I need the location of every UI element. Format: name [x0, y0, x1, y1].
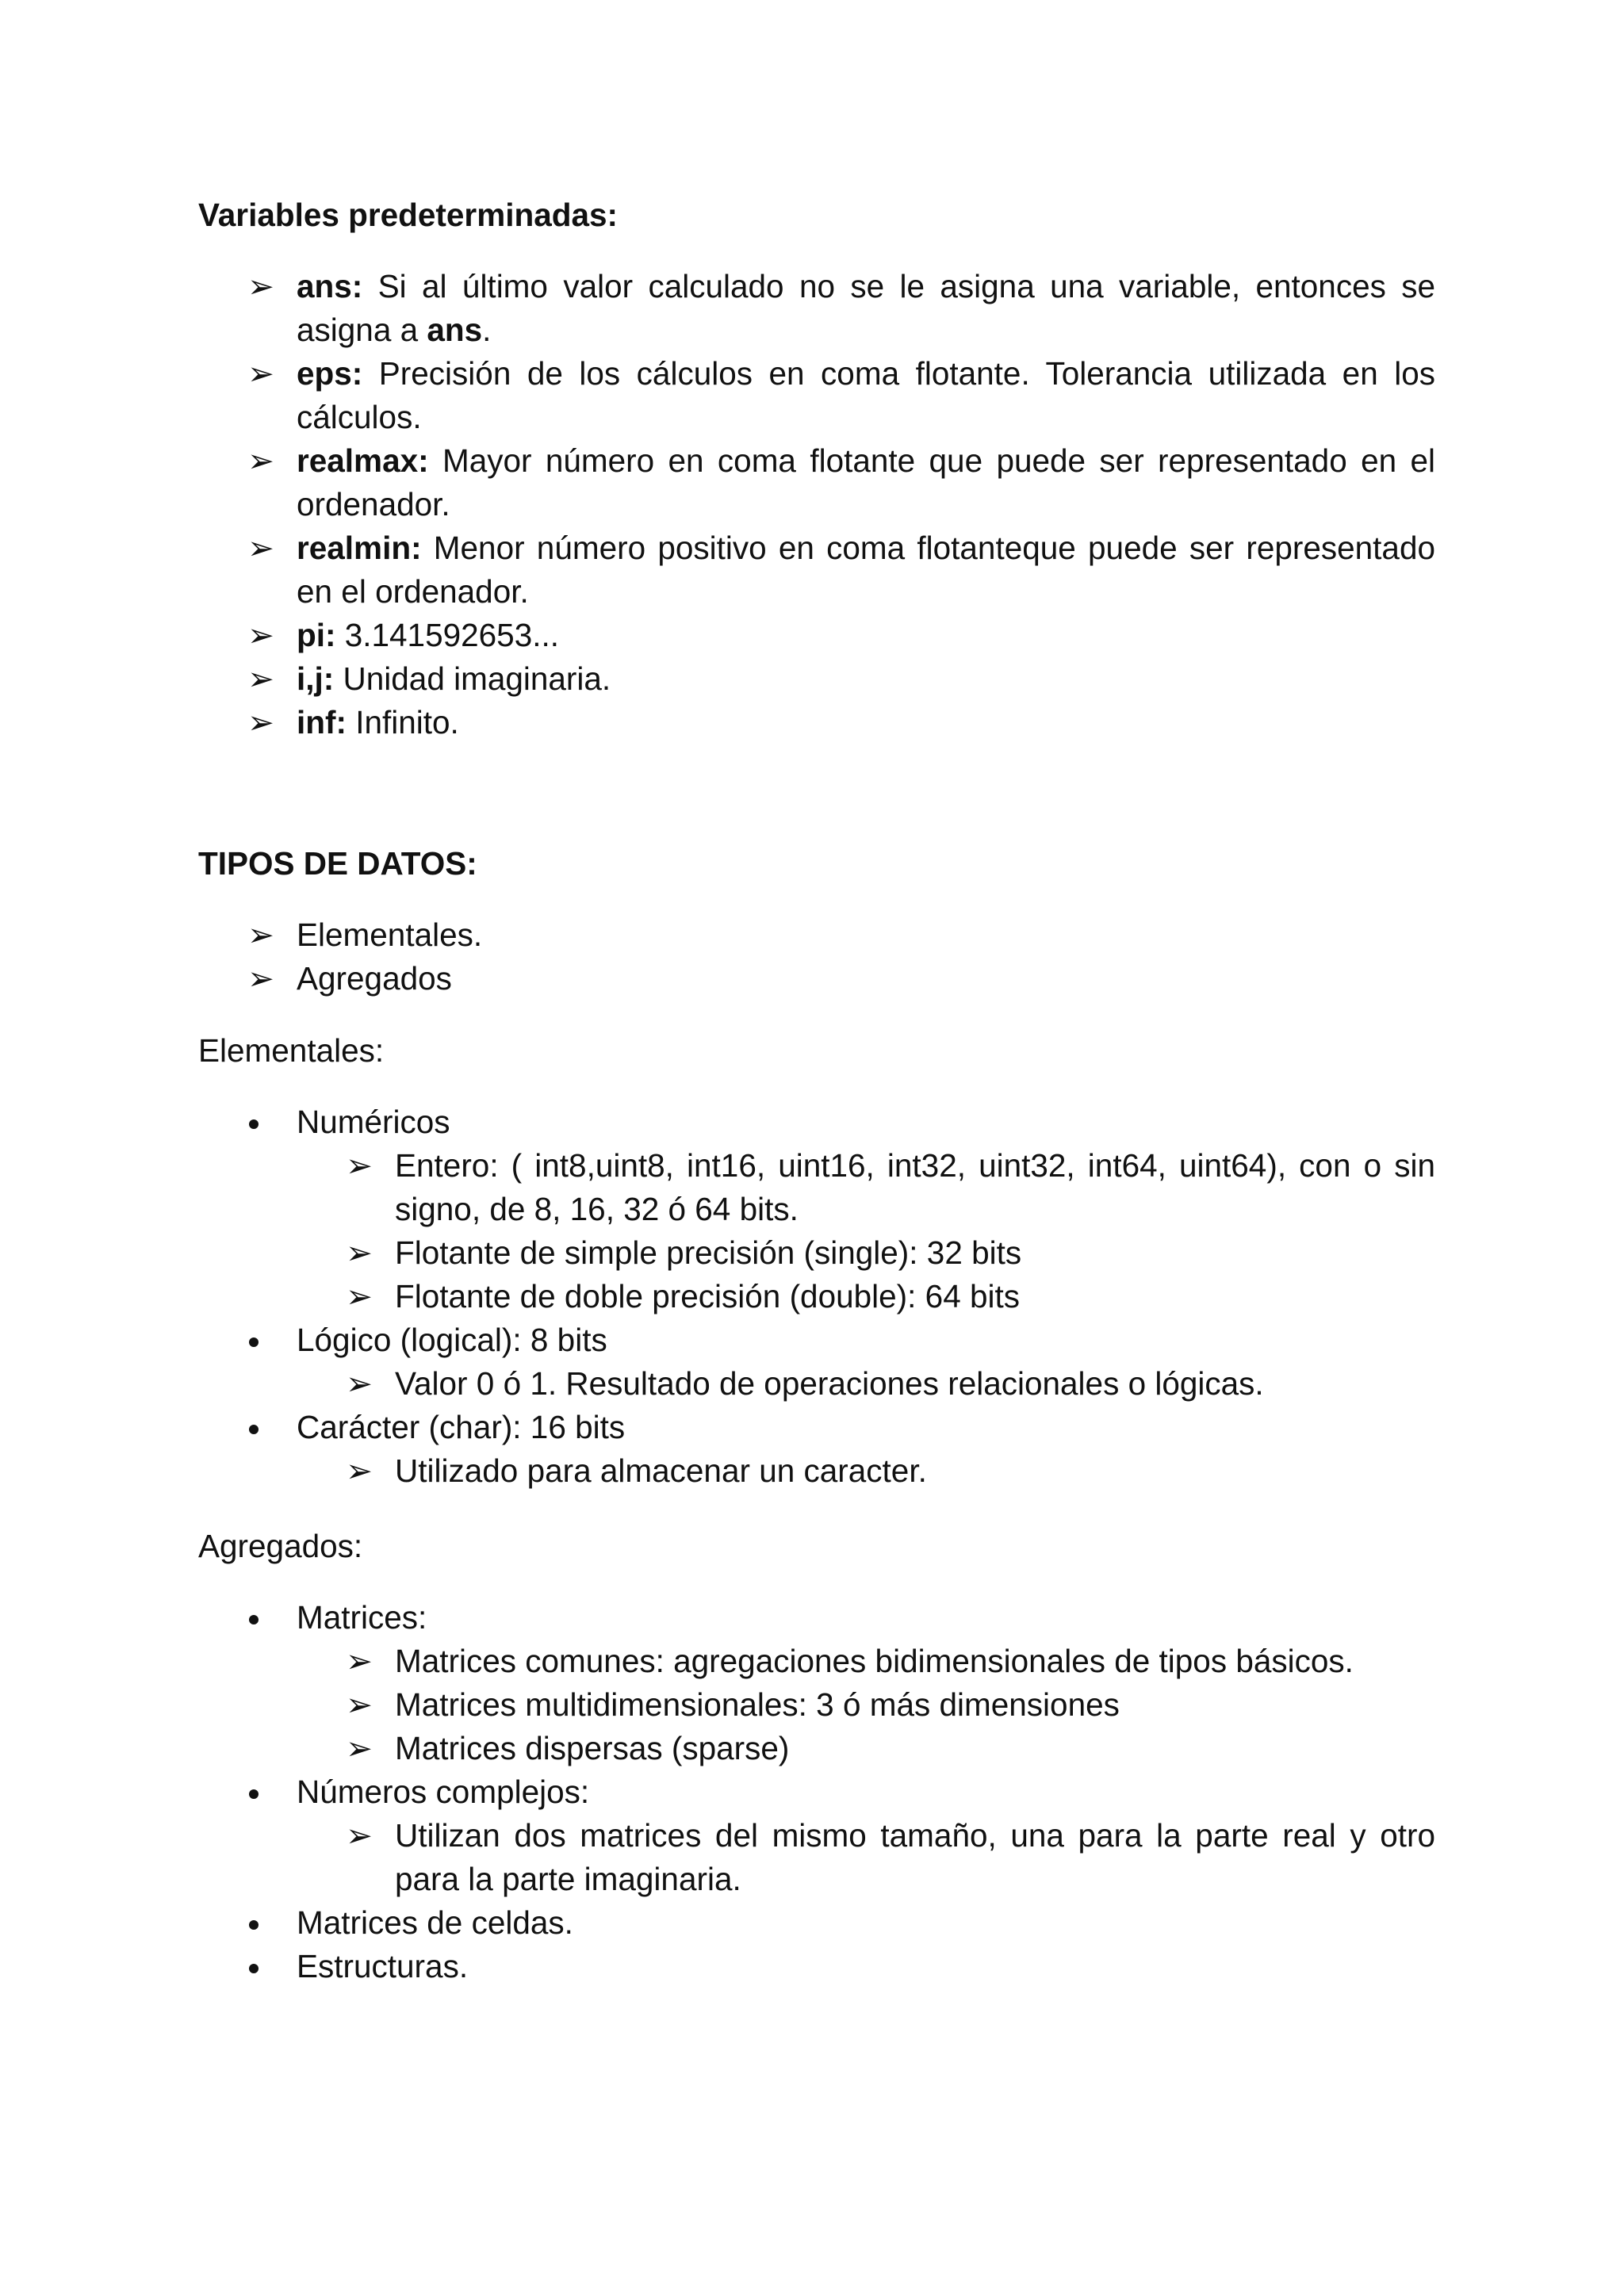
item-text: Matrices multidimensionales: 3 ó más dimensiones	[395, 1686, 1120, 1723]
list-item-caracter	[198, 1406, 1435, 1449]
elementales-list	[198, 1100, 1435, 1493]
list-item-matrices-celdas	[198, 1901, 1435, 1945]
item-text: Números complejos:	[297, 1774, 590, 1810]
arrowhead-bullet-icon: ➢	[247, 530, 274, 566]
item-text: Matrices:	[297, 1599, 427, 1636]
term-eps: eps:	[297, 355, 363, 392]
arrowhead-bullet-icon: ➢	[247, 442, 274, 479]
term-ans-inline: ans	[427, 312, 483, 348]
arrowhead-bullet-icon: ➢	[247, 704, 274, 740]
item-text: Valor 0 ó 1. Resultado de operaciones relacionales o lógicas.	[395, 1365, 1264, 1402]
list-item-inf	[198, 701, 1435, 744]
list-item-numeros-complejos	[198, 1770, 1435, 1814]
list-item-ij	[198, 657, 1435, 701]
list-item-flotante-doble	[198, 1275, 1435, 1318]
arrowhead-bullet-icon: ➢	[346, 1643, 373, 1679]
item-text: Lógico (logical): 8 bits	[297, 1322, 607, 1358]
section-data-types	[198, 842, 1435, 886]
arrowhead-bullet-icon: ➢	[346, 1452, 373, 1489]
term-ans: ans:	[297, 268, 363, 304]
desc-ans: Si al último valor calculado no se le asigna una variable, entonces se asigna a	[297, 268, 1435, 348]
predefined-variables-list	[198, 265, 1435, 744]
item-text: Carácter (char): 16 bits	[297, 1409, 626, 1445]
list-item-agregados	[198, 957, 1435, 1001]
list-item-pi	[198, 614, 1435, 657]
list-item-numericos	[198, 1100, 1435, 1144]
list-item-matrices-multidimensionales	[198, 1683, 1435, 1727]
list-item-flotante-simple	[198, 1231, 1435, 1275]
heading-variables-predeterminadas: Variables predeterminadas:	[198, 197, 618, 233]
desc-realmin: Menor número positivo en coma flotanteque puede ser representado en el ordenador.	[297, 530, 1435, 610]
item-text: Flotante de doble precisión (double): 64 bits	[395, 1278, 1020, 1314]
item-text: Matrices de celdas.	[297, 1904, 573, 1941]
arrowhead-bullet-icon: ➢	[247, 617, 274, 653]
arrowhead-bullet-icon: ➢	[346, 1234, 373, 1271]
term-pi: pi:	[297, 617, 336, 653]
data-types-list	[198, 913, 1435, 1001]
desc-ij: Unidad imaginaria.	[334, 660, 611, 697]
agregados-list	[198, 1596, 1435, 1988]
arrowhead-bullet-icon: ➢	[346, 1365, 373, 1402]
item-text: Utilizan dos matrices del mismo tamaño, una para la parte real y otro para la parte imaginaria.	[395, 1817, 1435, 1897]
item-text: Elementales.	[297, 916, 483, 953]
desc-inf: Infinito.	[346, 704, 459, 740]
arrowhead-bullet-icon: ➢	[346, 1817, 373, 1854]
subheading-elementales	[198, 1029, 1435, 1073]
list-item-eps	[198, 352, 1435, 439]
arrowhead-bullet-icon: ➢	[247, 660, 274, 697]
list-item-realmin	[198, 526, 1435, 614]
list-item-estructuras	[198, 1945, 1435, 1988]
list-item-ans	[198, 265, 1435, 352]
arrowhead-bullet-icon: ➢	[346, 1278, 373, 1314]
list-item-elementales	[198, 913, 1435, 957]
item-text: Estructuras.	[297, 1948, 469, 1984]
arrowhead-bullet-icon: ➢	[247, 268, 274, 304]
list-item-realmax	[198, 439, 1435, 526]
heading-tipos-de-datos: TIPOS DE DATOS:	[198, 845, 477, 882]
list-item-matrices-comunes	[198, 1640, 1435, 1683]
item-text: Matrices comunes: agregaciones bidimensionales de tipos básicos.	[395, 1643, 1354, 1679]
item-text: Entero: ( int8,uint8, int16, uint16, int32, uint32, int64, uint64), con o sin signo, de 8, 16, 32 ó 64 bits.	[395, 1147, 1435, 1227]
list-item-utilizado	[198, 1449, 1435, 1493]
term-inf: inf:	[297, 704, 347, 740]
arrowhead-bullet-icon: ➢	[247, 960, 274, 997]
desc-realmax: Mayor número en coma flotante que puede ser representado en el ordenador.	[297, 442, 1435, 522]
label-agregados: Agregados:	[198, 1528, 363, 1564]
item-text: Flotante de simple precisión (single): 32 bits	[395, 1234, 1022, 1271]
item-text: Utilizado para almacenar un caracter.	[395, 1452, 927, 1489]
list-item-valor	[198, 1362, 1435, 1406]
desc-pi: 3.141592653...	[335, 617, 559, 653]
arrowhead-bullet-icon: ➢	[247, 355, 274, 392]
desc-eps: Precisión de los cálculos en coma flotante. Tolerancia utilizada en los cálculos.	[297, 355, 1435, 435]
subheading-agregados	[198, 1525, 1435, 1568]
list-item-entero	[198, 1144, 1435, 1231]
list-item-utilizan	[198, 1814, 1435, 1901]
arrowhead-bullet-icon: ➢	[346, 1147, 373, 1184]
item-text: Agregados	[297, 960, 452, 997]
arrowhead-bullet-icon: ➢	[346, 1686, 373, 1723]
list-item-matrices-dispersas	[198, 1727, 1435, 1770]
item-text: Matrices dispersas (sparse)	[395, 1730, 790, 1766]
term-realmin: realmin:	[297, 530, 422, 566]
list-item-logico	[198, 1318, 1435, 1362]
arrowhead-bullet-icon: ➢	[247, 916, 274, 953]
arrowhead-bullet-icon: ➢	[346, 1730, 373, 1766]
list-item-matrices	[198, 1596, 1435, 1640]
term-ij: i,j:	[297, 660, 335, 697]
label-elementales: Elementales:	[198, 1032, 385, 1069]
term-realmax: realmax:	[297, 442, 429, 479]
section-predefined-variables	[198, 193, 1435, 237]
desc-ans-tail: .	[482, 312, 492, 348]
item-text: Numéricos	[297, 1104, 450, 1140]
